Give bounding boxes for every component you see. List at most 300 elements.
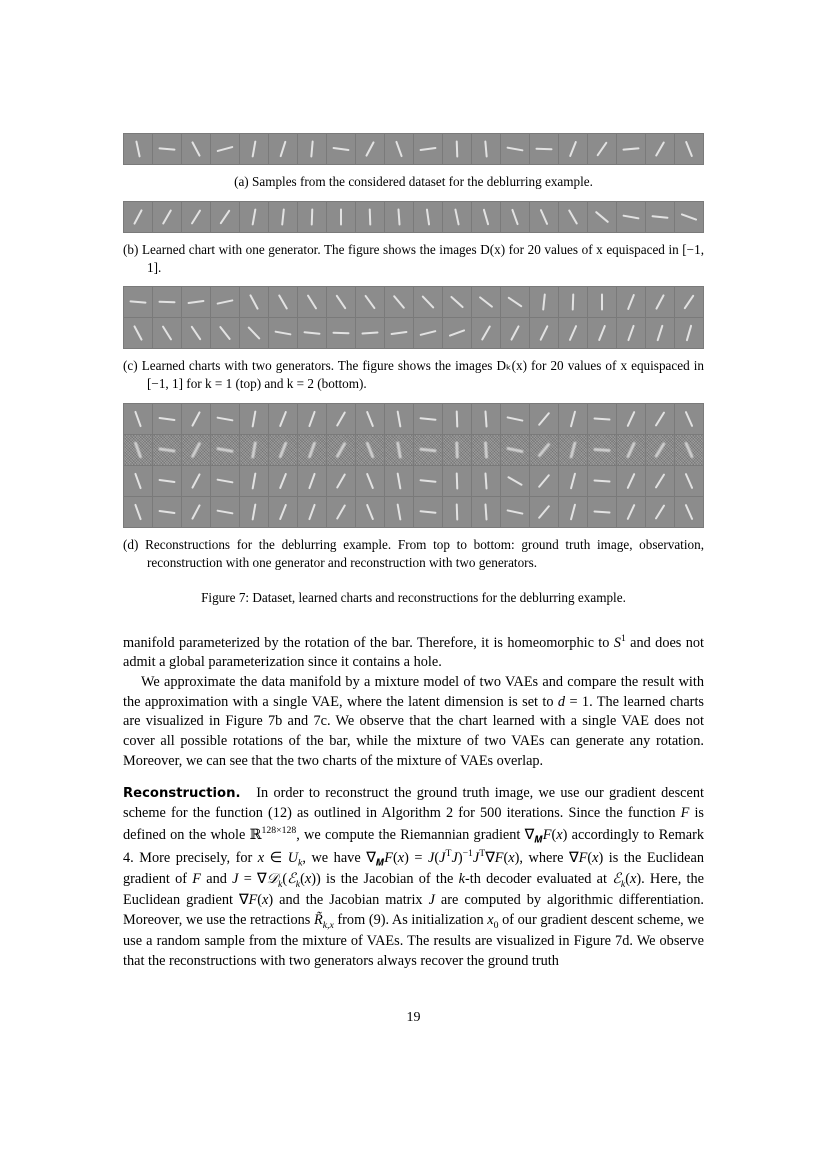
figure-image-cell <box>501 404 530 434</box>
bar-glyph <box>655 411 666 426</box>
bar-glyph <box>535 148 552 151</box>
figure-image-cell <box>472 318 501 348</box>
figure-image-cell <box>327 134 356 164</box>
figure-image-cell <box>124 202 153 232</box>
bar-glyph <box>311 208 314 225</box>
figure-image-cell <box>269 287 298 317</box>
figure-image-cell <box>356 202 385 232</box>
bar-glyph <box>456 140 459 157</box>
bar-glyph <box>308 442 317 459</box>
bar-glyph <box>397 411 402 428</box>
figure-image-cell <box>327 287 356 317</box>
figure-image-cell <box>617 466 646 496</box>
bar-glyph <box>158 479 175 483</box>
figure-image-cell <box>327 435 356 465</box>
bar-glyph <box>134 473 142 490</box>
figure-image-cell <box>501 466 530 496</box>
bar-glyph <box>626 442 636 459</box>
figure-image-cell <box>501 287 530 317</box>
figure-image-cell <box>327 318 356 348</box>
subfigure-text-c: Learned charts with two generators. The figure shows the images Dₖ(x) for 20 values of x equispaced in [−1, 1] for k = 1 (top) and k = 2 (bottom). <box>141 358 704 392</box>
figure-strip-d-row4 <box>123 497 704 528</box>
figure-image-cell <box>211 497 240 527</box>
figure-image-cell <box>269 435 298 465</box>
bar-glyph <box>252 140 257 157</box>
figure-image-cell <box>269 466 298 496</box>
figure-image-cell <box>530 134 559 164</box>
bar-glyph <box>570 473 576 490</box>
figure-image-cell <box>385 466 414 496</box>
bar-glyph <box>134 411 142 428</box>
figure-image-cell <box>588 404 617 434</box>
figure-image-cell <box>327 202 356 232</box>
bar-glyph <box>134 504 142 521</box>
figure-image-cell <box>472 466 501 496</box>
bar-glyph <box>366 504 374 521</box>
figure-image-cell <box>472 202 501 232</box>
bar-glyph <box>681 213 698 221</box>
bar-glyph <box>390 331 407 335</box>
figure-image-cell <box>588 202 617 232</box>
figure-image-cell <box>559 466 588 496</box>
bar-glyph <box>364 295 376 310</box>
bar-glyph <box>655 141 665 157</box>
bar-glyph <box>310 140 313 157</box>
bar-glyph <box>686 325 693 342</box>
figure-image-cell <box>617 318 646 348</box>
figure-image-cell <box>617 134 646 164</box>
figure-image-cell <box>240 318 269 348</box>
figure-image-cell <box>501 134 530 164</box>
bar-glyph <box>540 209 549 225</box>
body-paragraph-2: We approximate the data manifold by a mixture model of two VAEs and compare the result with the approximation with a single VAE, where the latent dimension is set to d = 1. The learned charts are visualized in Figure 7b and 7c. We observe that the chart learned with a single VAE does not cover all possible rotations of the bar, while the mixture of two VAEs can generate any rotation. Moreover, we can see that the two charts of the mixture of VAEs overlap. <box>123 673 704 769</box>
figure-image-cell <box>240 202 269 232</box>
subfigure-label-d: (d) <box>123 537 139 553</box>
bar-glyph <box>397 473 402 490</box>
subfigure-caption-b <box>123 241 704 277</box>
bar-glyph <box>421 296 434 310</box>
bar-glyph <box>216 417 233 422</box>
page-number: 19 <box>406 1010 421 1025</box>
figure-image-cell <box>472 497 501 527</box>
figure-image-cell <box>269 202 298 232</box>
figure-image-cell <box>182 287 211 317</box>
bar-glyph <box>539 325 548 341</box>
figure-strip-d-row2 <box>123 435 704 466</box>
bar-glyph <box>190 326 201 341</box>
bar-glyph <box>191 504 201 520</box>
figure-image-cell <box>646 466 675 496</box>
figure-image-cell <box>675 202 704 232</box>
figure-image-cell <box>269 404 298 434</box>
figure-image-cell <box>414 287 443 317</box>
bar-glyph <box>279 504 287 521</box>
figure-image-cell <box>559 404 588 434</box>
figure-image-cell <box>124 466 153 496</box>
figure-image-cell <box>298 404 327 434</box>
subfigure-text-a: Samples from the considered dataset for the deblurring example. <box>252 174 593 189</box>
figure-image-cell <box>153 435 182 465</box>
figure-image-cell <box>211 404 240 434</box>
figure-image-cell <box>588 318 617 348</box>
figure-strip-a <box>123 133 704 165</box>
bar-glyph <box>397 208 400 225</box>
figure-image-cell <box>501 497 530 527</box>
figure-image-cell <box>124 134 153 164</box>
bar-glyph <box>627 473 636 489</box>
figure-image-cell <box>588 134 617 164</box>
figure-image-cell <box>385 134 414 164</box>
figure-image-cell <box>153 318 182 348</box>
bar-glyph <box>627 294 635 311</box>
figure-image-cell <box>675 497 704 527</box>
figure-image-cell <box>240 435 269 465</box>
figure-image-cell <box>240 134 269 164</box>
figure-image-cell <box>617 497 646 527</box>
bar-glyph <box>685 473 694 489</box>
figure-image-cell <box>356 287 385 317</box>
figure-image-cell <box>385 318 414 348</box>
bar-glyph <box>450 296 464 309</box>
bar-glyph <box>252 208 257 225</box>
bar-glyph <box>419 448 436 453</box>
figure-image-cell <box>385 497 414 527</box>
bar-glyph <box>685 411 694 427</box>
figure-image-cell <box>646 318 675 348</box>
figure-image-cell <box>472 435 501 465</box>
figure-image-cell <box>211 318 240 348</box>
figure-image-cell <box>414 404 443 434</box>
subfigure-caption-d <box>123 536 704 572</box>
figure-image-cell <box>414 466 443 496</box>
bar-glyph <box>133 325 143 341</box>
figure-image-cell <box>298 202 327 232</box>
bar-glyph <box>216 479 233 484</box>
figure-image-cell <box>414 134 443 164</box>
bar-glyph <box>274 331 291 336</box>
bar-glyph <box>419 479 436 483</box>
bar-glyph <box>419 510 436 514</box>
figure-image-cell <box>385 202 414 232</box>
bar-glyph <box>191 209 202 224</box>
bar-glyph <box>484 441 488 458</box>
bar-glyph <box>569 325 578 341</box>
bar-glyph <box>187 300 204 304</box>
bar-glyph <box>191 411 201 427</box>
figure-image-cell <box>675 287 704 317</box>
bar-glyph <box>216 447 233 453</box>
bar-glyph <box>335 442 346 458</box>
figure-image-cell <box>153 466 182 496</box>
bar-glyph <box>366 473 374 490</box>
bar-glyph <box>655 294 665 310</box>
figure-image-cell <box>414 497 443 527</box>
bar-glyph <box>622 147 639 150</box>
figure-image-cell <box>385 404 414 434</box>
bar-glyph <box>593 479 610 482</box>
figure-image-cell <box>443 202 472 232</box>
figure-image-cell <box>298 318 327 348</box>
bar-glyph <box>593 510 610 513</box>
bar-glyph <box>308 504 316 521</box>
bar-glyph <box>395 141 403 158</box>
figure-image-cell <box>675 435 704 465</box>
bar-glyph <box>506 509 523 514</box>
figure-image-cell <box>356 404 385 434</box>
figure-image-cell <box>240 466 269 496</box>
figure-image-cell <box>124 287 153 317</box>
figure-image-cell <box>617 202 646 232</box>
figure-image-cell <box>472 134 501 164</box>
figure-image-cell <box>588 497 617 527</box>
bar-glyph <box>511 208 519 225</box>
figure-image-cell <box>443 404 472 434</box>
figure-image-cell <box>327 404 356 434</box>
bar-glyph <box>454 208 459 225</box>
figure-image-cell <box>182 435 211 465</box>
figure-image-cell <box>530 318 559 348</box>
figure-image-cell <box>414 318 443 348</box>
bar-glyph <box>596 141 607 156</box>
bar-glyph <box>484 473 487 490</box>
figure-image-cell <box>356 435 385 465</box>
bar-glyph <box>397 504 402 521</box>
bar-glyph <box>252 473 257 490</box>
figure-image-cell <box>501 202 530 232</box>
bar-glyph <box>593 448 610 452</box>
figure-image-cell <box>298 287 327 317</box>
figure-image-cell <box>559 287 588 317</box>
figure-image-cell <box>356 134 385 164</box>
figure-image-cell <box>182 318 211 348</box>
bar-glyph <box>369 208 372 225</box>
bar-glyph <box>483 208 490 225</box>
figure-image-cell <box>269 134 298 164</box>
body-paragraph-1: manifold parameterized by the rotation of the bar. Therefore, it is homeomorphic to $S^1$ and does not admit a global parameterization since it contains a hole. <box>123 632 705 671</box>
bar-glyph <box>303 332 320 336</box>
figure-image-cell <box>356 497 385 527</box>
figure-image-cell <box>298 134 327 164</box>
bar-glyph <box>538 505 550 519</box>
subfigure-text-d: Reconstructions for the deblurring example. From top to bottom: ground truth image, observation, reconstruction with one generator and reconstruction with two generators. <box>145 537 704 570</box>
figure-image-cell <box>646 404 675 434</box>
bar-glyph <box>335 295 346 310</box>
bar-glyph <box>279 473 287 490</box>
bar-glyph <box>366 411 374 428</box>
bar-glyph <box>538 412 550 426</box>
figure-image-cell <box>530 404 559 434</box>
bar-glyph <box>191 442 202 458</box>
figure-image-cell <box>617 435 646 465</box>
figure-strip-d-row3 <box>123 466 704 497</box>
bar-glyph <box>279 141 286 158</box>
bar-glyph <box>537 443 550 458</box>
figure-image-cell <box>124 404 153 434</box>
bar-glyph <box>601 294 603 311</box>
figure-strip-c-row2 <box>123 318 704 349</box>
figure-image-cell <box>124 318 153 348</box>
bar-glyph <box>191 141 201 157</box>
figure-image-cell <box>559 134 588 164</box>
bar-glyph <box>365 141 375 157</box>
figure-image-cell <box>559 435 588 465</box>
bar-glyph <box>622 214 639 219</box>
bar-glyph <box>506 416 523 421</box>
bar-glyph <box>484 140 487 157</box>
figure-image-cell <box>472 287 501 317</box>
bar-glyph <box>655 473 666 488</box>
figure-image-cell <box>443 435 472 465</box>
figure-image-cell <box>327 497 356 527</box>
figure-image-cell <box>675 404 704 434</box>
figure-image-cell <box>530 435 559 465</box>
figure-image-cell <box>124 497 153 527</box>
bar-glyph <box>506 447 523 453</box>
bar-glyph <box>484 411 487 428</box>
figure-image-cell <box>211 466 240 496</box>
bar-glyph <box>542 294 546 311</box>
bar-glyph <box>568 209 578 225</box>
figure-image-cell <box>298 497 327 527</box>
bar-glyph <box>651 215 668 219</box>
bar-glyph <box>685 141 693 158</box>
page-content <box>123 133 704 972</box>
figure-image-cell <box>443 134 472 164</box>
figure-image-cell <box>472 404 501 434</box>
subfigure-caption-c <box>123 357 704 393</box>
figure-image-cell <box>530 202 559 232</box>
figure-image-cell <box>211 435 240 465</box>
figure-image-cell <box>675 466 704 496</box>
figure-image-cell <box>675 134 704 164</box>
bar-glyph <box>419 147 436 151</box>
figure-image-cell <box>617 404 646 434</box>
bar-glyph <box>336 473 346 489</box>
figure-image-cell <box>675 318 704 348</box>
section-heading-reconstruction: Reconstruction. <box>123 786 241 802</box>
figure-image-cell <box>211 287 240 317</box>
figure-image-cell <box>646 497 675 527</box>
bar-glyph <box>158 147 175 150</box>
bar-glyph <box>570 411 576 428</box>
figure-image-cell <box>443 287 472 317</box>
figure-strip-c-row1 <box>123 286 704 318</box>
bar-glyph <box>506 147 523 152</box>
figure-image-cell <box>327 466 356 496</box>
figure-image-cell <box>153 404 182 434</box>
bar-glyph <box>507 297 522 308</box>
figure-image-cell <box>153 287 182 317</box>
bar-glyph <box>162 326 173 341</box>
bar-glyph <box>627 325 635 342</box>
bar-glyph <box>361 332 378 335</box>
figure-image-cell <box>269 497 298 527</box>
bar-glyph <box>278 442 287 459</box>
bar-glyph <box>135 140 140 157</box>
bar-glyph <box>247 327 260 341</box>
figure-image-cell <box>240 404 269 434</box>
figure-image-cell <box>182 466 211 496</box>
figure-strip-b <box>123 201 704 233</box>
figure-image-cell <box>646 435 675 465</box>
figure-image-cell <box>646 134 675 164</box>
bar-glyph <box>216 300 233 305</box>
bar-glyph <box>598 325 606 342</box>
bar-glyph <box>162 209 172 225</box>
bar-glyph <box>279 411 287 428</box>
figure-image-cell <box>443 318 472 348</box>
figure-image-cell <box>443 466 472 496</box>
figure-image-cell <box>414 435 443 465</box>
figure-image-cell <box>559 318 588 348</box>
body-paragraph-3: Reconstruction. In order to reconstruct the ground truth image, we use our gradient descent scheme for the function (12) as outlined in Algorithm 2 for 500 iterations. Since the function F is defined on the whole ℝ$^{128\times 128}$, we compute the Riemannian gradient $\nabla_𝑴F(x)$ accordingly to Remark 4. More precisely, for x ∈ $U_k$, we have $\nabla_𝑴F(x) = J(J^TJ)^{-1}J^T\nabla F(x)$, where ∇F(x) is the Euclidean gradient of F and J = ∇𝒟$_k$(ℰ$_k$(x)) is the Jacobian of the k-th decoder evaluated at ℰ$_k$(x). Here, the Euclidean gradient ∇F(x) and the Jacobian matrix J are computed by algorithmic differentiation. Moreover, we use the retractions $R̃_{k,x}$ from (9). As initialization $x_0$ of our gradient descent scheme, we use a random sample from the mixture of VAEs. The results are visualized in Figure 7d. We observe that the reconstructions with two generators always recover the ground truth <box>123 785 704 969</box>
bar-glyph <box>396 441 402 458</box>
bar-glyph <box>510 325 520 341</box>
bar-glyph <box>217 146 234 152</box>
bar-glyph <box>158 301 175 304</box>
bar-glyph <box>307 295 318 310</box>
subfigure-text-b: Learned chart with one generator. The figure shows the images D(x) for 20 values of x equispaced in [−1, 1]. <box>141 241 705 275</box>
figure-image-cell <box>588 287 617 317</box>
figure-image-cell <box>124 435 153 465</box>
bar-glyph <box>655 504 666 519</box>
bar-glyph <box>216 510 233 515</box>
bar-glyph <box>251 441 257 458</box>
figure-image-cell <box>559 497 588 527</box>
bar-glyph <box>332 332 349 335</box>
figure-main-caption: Figure 7: Dataset, learned charts and reconstructions for the deblurring example. <box>201 589 626 605</box>
bar-glyph <box>569 141 577 158</box>
bar-glyph <box>627 504 636 520</box>
bar-glyph <box>507 476 523 486</box>
bar-glyph <box>393 295 405 309</box>
figure-image-cell <box>182 134 211 164</box>
figure-image-cell <box>530 287 559 317</box>
subfigure-caption-a <box>123 173 704 191</box>
bar-glyph <box>420 330 437 336</box>
figure-image-cell <box>559 202 588 232</box>
paragraph-spacer <box>123 771 704 784</box>
bar-glyph <box>129 301 146 304</box>
bar-glyph <box>481 326 491 342</box>
bar-glyph <box>572 294 575 311</box>
figure-image-cell <box>530 497 559 527</box>
figure-image-cell <box>414 202 443 232</box>
figure-image-cell <box>182 404 211 434</box>
figure-image-cell <box>501 435 530 465</box>
bar-glyph <box>219 209 230 224</box>
figure-image-cell <box>501 318 530 348</box>
bar-glyph <box>158 447 175 452</box>
bar-glyph <box>484 504 487 521</box>
bar-glyph <box>158 510 175 514</box>
bar-glyph <box>249 294 259 310</box>
figure-image-cell <box>356 466 385 496</box>
figure-image-cell <box>153 497 182 527</box>
bar-glyph <box>455 442 459 459</box>
bar-glyph <box>308 473 316 490</box>
figure-image-cell <box>269 318 298 348</box>
figure-image-cell <box>211 202 240 232</box>
figure-image-cell <box>443 497 472 527</box>
bar-glyph <box>538 474 550 488</box>
bar-glyph <box>654 442 666 458</box>
bar-glyph <box>456 473 459 490</box>
figure-image-cell <box>588 466 617 496</box>
bar-glyph <box>365 442 374 459</box>
bar-glyph <box>340 208 342 225</box>
bar-glyph <box>252 411 257 428</box>
